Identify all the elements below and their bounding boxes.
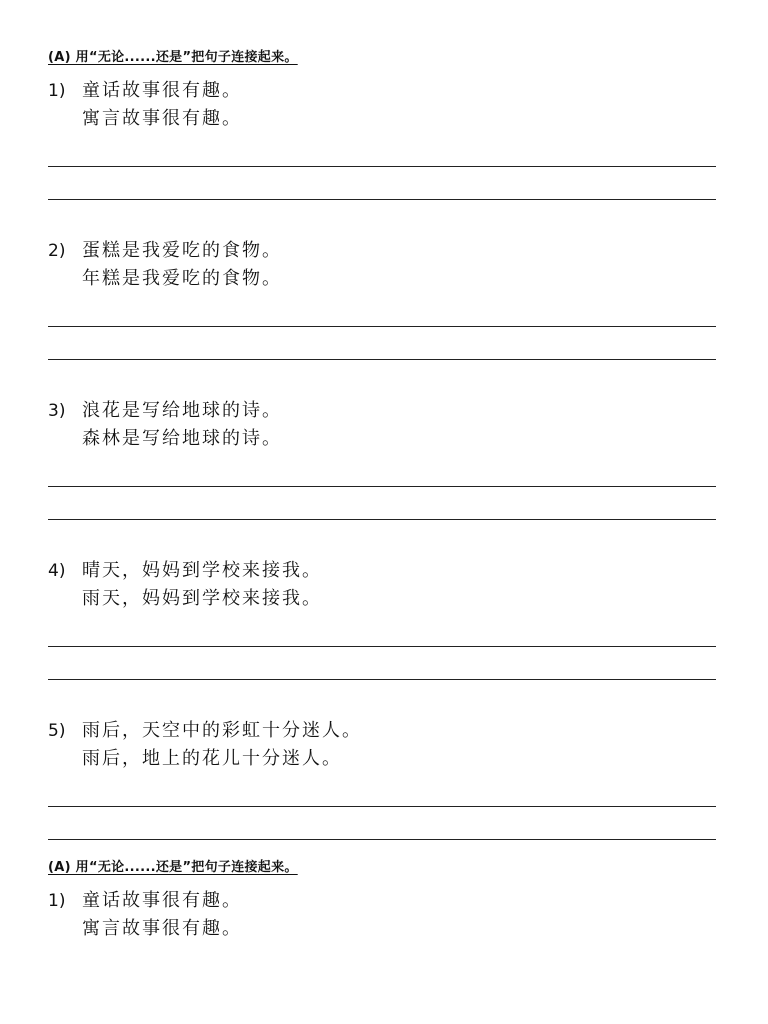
question-4	[48, 556, 718, 612]
question-number: 1)	[48, 891, 66, 911]
sentence-2: 雨天，妈妈到学校来接我。	[82, 588, 322, 609]
exercise-instruction-repeat: (A) 用“无论......还是”把句子连接起来。	[48, 860, 298, 875]
answer-line[interactable]	[48, 839, 716, 840]
sentence-2: 寓言故事很有趣。	[82, 918, 242, 939]
answer-line[interactable]	[48, 199, 716, 200]
exercise-instruction: (A) 用“无论......还是”把句子连接起来。	[48, 50, 298, 65]
sentence-1: 蛋糕是我爱吃的食物。	[82, 240, 282, 261]
sentence-1: 雨后，天空中的彩虹十分迷人。	[82, 720, 362, 741]
question-5	[48, 716, 718, 772]
question-number: 3)	[48, 401, 66, 421]
sentence-2: 雨后，地上的花儿十分迷人。	[82, 748, 342, 769]
answer-line[interactable]	[48, 326, 716, 327]
question-number: 2)	[48, 241, 66, 261]
answer-line[interactable]	[48, 486, 716, 487]
sentence-2: 寓言故事很有趣。	[82, 108, 242, 129]
answer-line[interactable]	[48, 679, 716, 680]
sentence-2: 年糕是我爱吃的食物。	[82, 268, 282, 289]
sentence-1: 晴天，妈妈到学校来接我。	[82, 560, 322, 581]
answer-line[interactable]	[48, 806, 716, 807]
sentence-1: 童话故事很有趣。	[82, 890, 242, 911]
question-1-repeat	[48, 886, 718, 942]
question-number: 5)	[48, 721, 66, 741]
answer-line[interactable]	[48, 359, 716, 360]
question-number: 4)	[48, 561, 66, 581]
sentence-1: 浪花是写给地球的诗。	[82, 400, 282, 421]
question-2	[48, 236, 718, 292]
answer-line[interactable]	[48, 519, 716, 520]
question-1	[48, 76, 718, 132]
sentence-2: 森林是写给地球的诗。	[82, 428, 282, 449]
answer-line[interactable]	[48, 646, 716, 647]
question-number: 1)	[48, 81, 66, 101]
answer-line[interactable]	[48, 166, 716, 167]
question-3	[48, 396, 718, 452]
sentence-1: 童话故事很有趣。	[82, 80, 242, 101]
